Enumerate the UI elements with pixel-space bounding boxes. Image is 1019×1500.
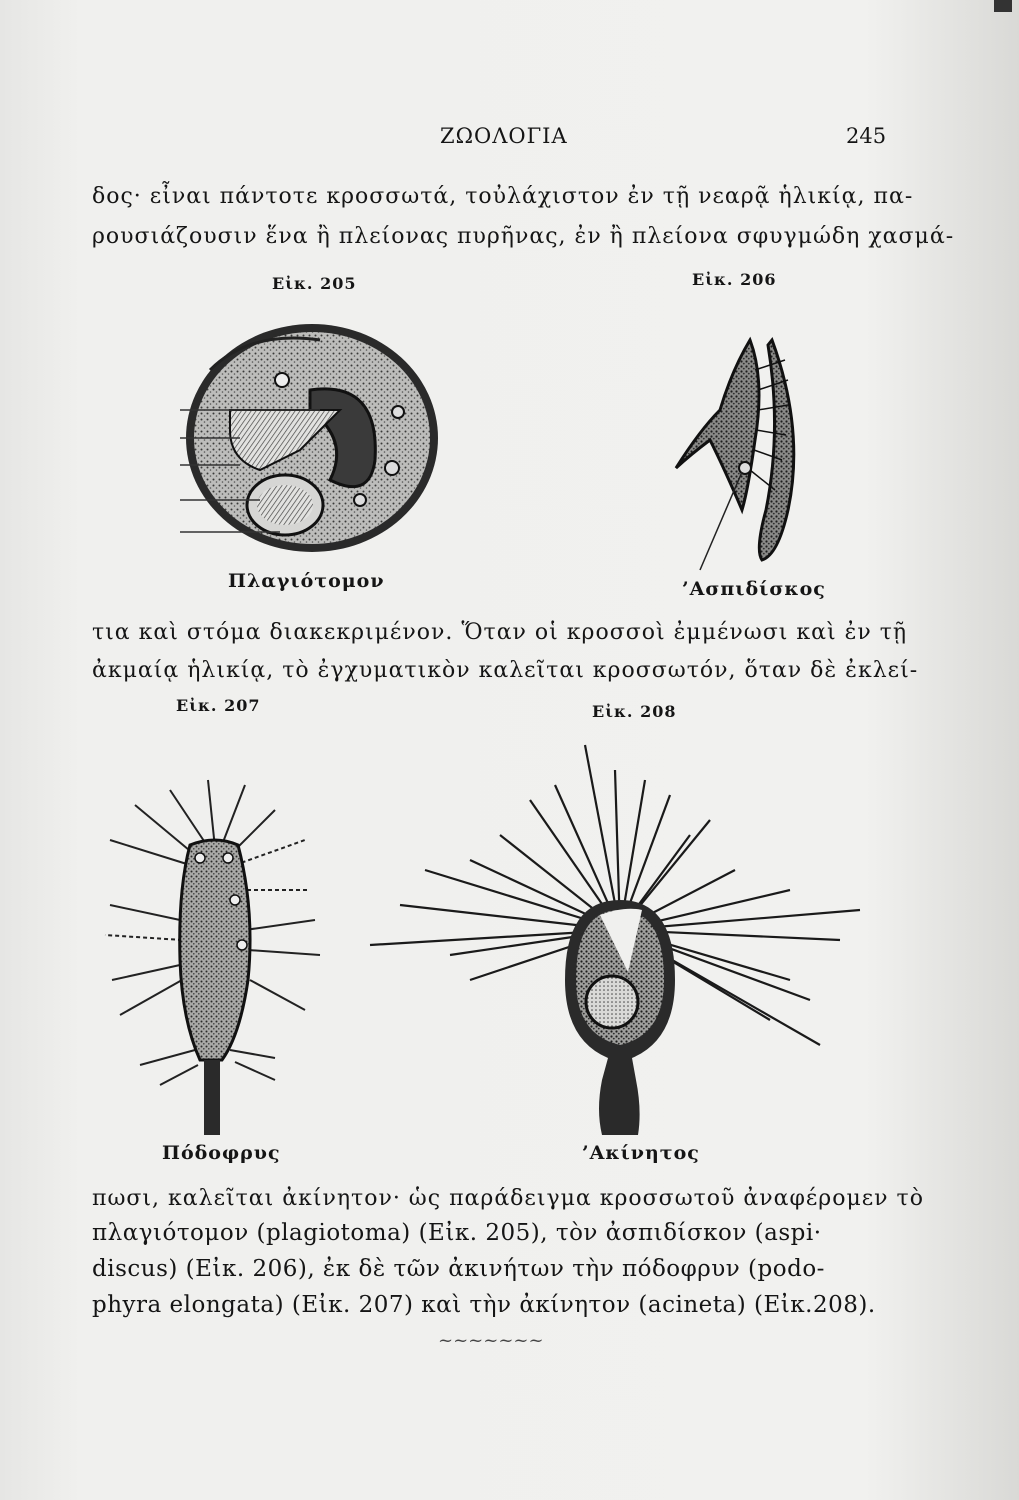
text-line: discus) (Εἰκ. 206), ἐκ δὲ τῶν ἀκινήτων τὴν πόδοφρυν (podo- bbox=[92, 1256, 825, 1282]
text-line: δος· εἶναι πάντοτε κροσσωτά, τοὐλάχιστον ἐν τῇ νεαρᾷ ἡλικίᾳ, πα- bbox=[92, 184, 914, 209]
page-number: 245 bbox=[846, 124, 887, 148]
figure-205-label: Εἰκ. 205 bbox=[272, 274, 357, 293]
text-line: ρουσιάζουσιν ἕνα ἢ πλείονας πυρῆνας, ἐν ἢ πλείονα σφυγμώδη χασμά- bbox=[92, 224, 955, 249]
text-line: πωσι, καλεῖται ἀκίνητον· ὡς παράδειγμα κροσσωτοῦ ἀναφέρομεν τὸ bbox=[92, 1186, 924, 1211]
figure-206-aspidiscus bbox=[670, 310, 840, 580]
figure-206-label: Εἰκ. 206 bbox=[692, 270, 777, 289]
text-line: phyra elongata) (Εἰκ. 207) καὶ τὴν ἀκίνητον (acineta) (Εἰκ.208). bbox=[92, 1292, 876, 1318]
figure-205-caption: Πλαγιότομον bbox=[228, 570, 385, 592]
figure-206-caption: ’Ασπιδίσκος bbox=[682, 578, 826, 600]
running-header-title: ΖΩΟΛΟΓΙΑ bbox=[440, 124, 568, 148]
text-line: τια καὶ στόμα διακεκριμένον. Ὅταν οἱ κροσσοὶ ἐμμένωσι καὶ ἐν τῇ bbox=[92, 620, 908, 645]
text-line: πλαγιότομον (plagiotoma) (Εἰκ. 205), τὸν ἀσπιδίσκον (aspi· bbox=[92, 1220, 822, 1246]
text-line: ἀκμαίᾳ ἡλικίᾳ, τὸ ἐγχυματικὸν καλεῖται κροσσωτόν, ὅταν δὲ ἐκλεί- bbox=[92, 658, 919, 683]
figure-207-label: Εἰκ. 207 bbox=[176, 696, 261, 715]
figure-208-caption: ’Ακίνητος bbox=[582, 1142, 700, 1164]
figure-205-plagiotoma bbox=[170, 310, 450, 570]
scan-corner-mark bbox=[994, 0, 1012, 12]
figure-208-acineta bbox=[370, 740, 870, 1140]
figure-207-podophyra bbox=[100, 780, 330, 1140]
ornament-divider: ~~~~~~~ bbox=[438, 1330, 544, 1351]
figure-208-label: Εἰκ. 208 bbox=[592, 702, 677, 721]
figure-207-caption: Πόδοφρυς bbox=[162, 1142, 281, 1164]
